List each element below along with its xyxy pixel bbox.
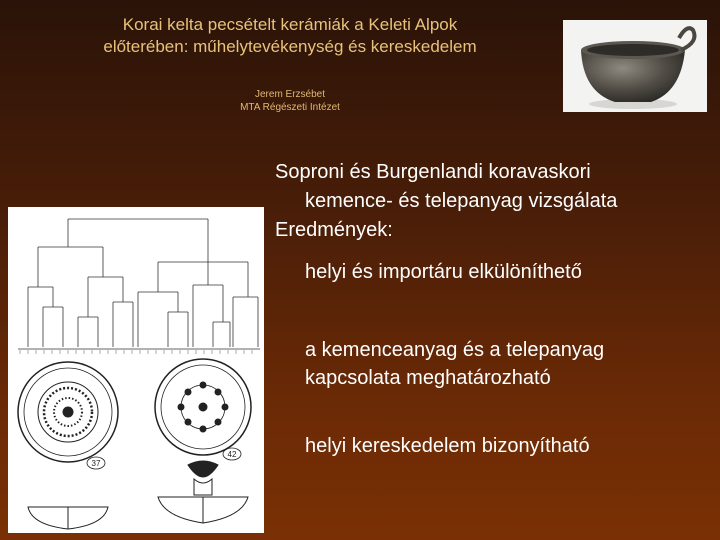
result-item-3: helyi kereskedelem bizonyítható [305, 435, 590, 457]
title-line-1: Korai kelta pecsételt kerámiák a Keleti Alpok [122, 15, 458, 34]
institute-name: MTA Régészeti Intézet [240, 102, 340, 113]
dendrogram-and-pottery-drawings [8, 207, 264, 533]
result-item-2-line-1: a kemenceanyag és a telepanyag [305, 339, 605, 361]
author-block [160, 88, 420, 114]
figure-label-37: 37 [91, 459, 101, 468]
figure-label-42: 42 [227, 450, 237, 459]
heading-line-1: Soproni és Burgenlandi koravaskori [275, 161, 591, 183]
results-label: Eredmények: [275, 219, 393, 241]
pottery-vessel-photo [563, 20, 707, 112]
author-name: Jerem Erzsébet [254, 89, 326, 100]
title-line-2: előterében: műhelytevékenység és kereskedelem [103, 37, 477, 56]
main-text [275, 158, 705, 245]
result-item-1: helyi és importáru elkülöníthető [305, 261, 582, 283]
slide-title [40, 14, 540, 58]
pottery-figure [8, 207, 264, 533]
result-item-2 [305, 336, 705, 392]
heading-line-2: kemence- és telepanyag vizsgálata [305, 190, 618, 212]
vessel-image [563, 20, 707, 112]
result-item-2-line-2: kapcsolata meghatározható [305, 367, 551, 389]
